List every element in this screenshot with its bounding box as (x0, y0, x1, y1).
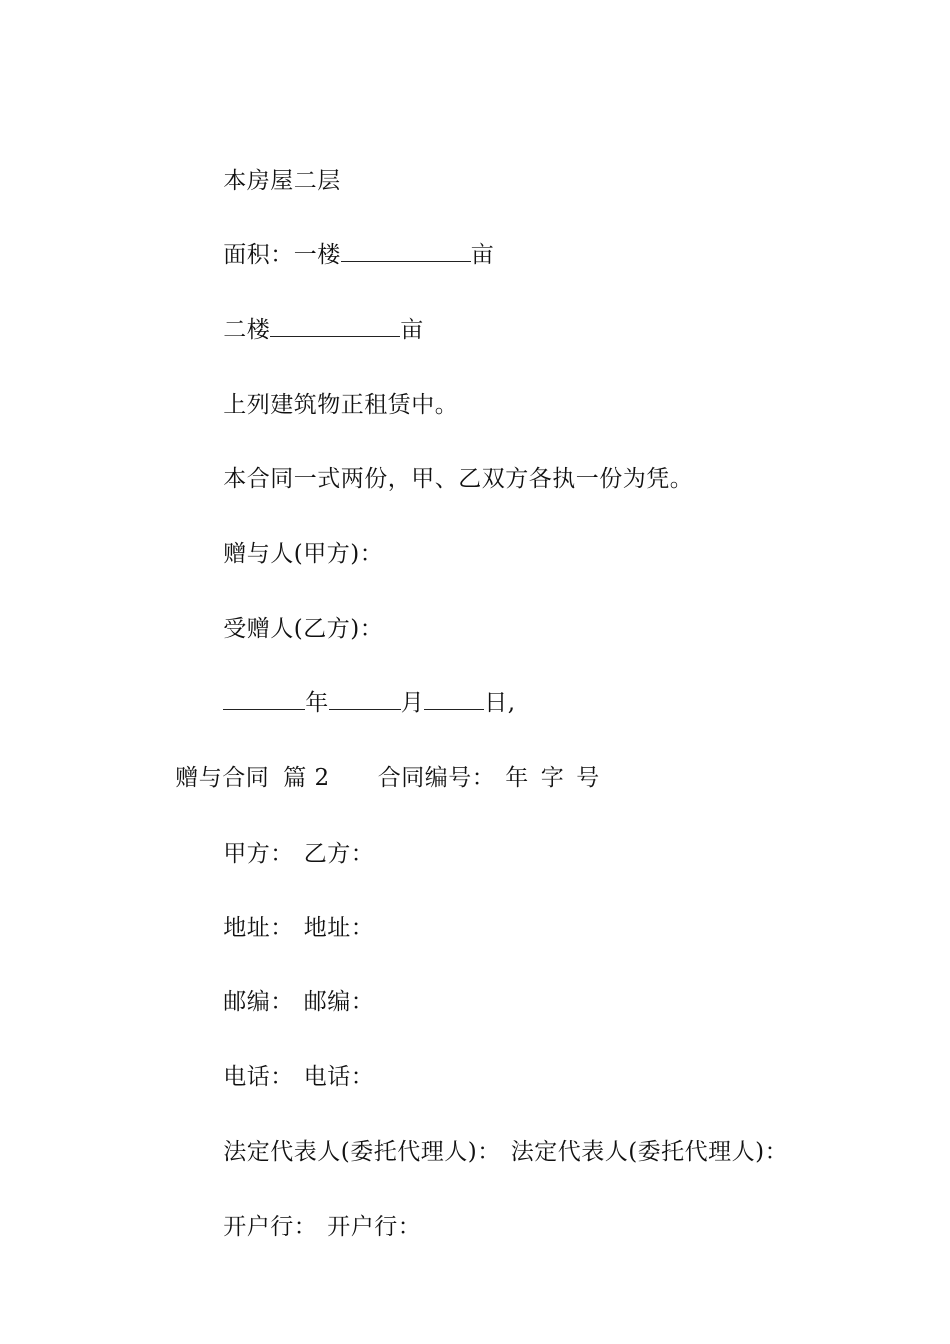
donee-label: 受赠人(乙方)： (223, 616, 384, 642)
date-year-blank (223, 689, 305, 710)
area-first-floor-unit: 亩 (470, 242, 495, 268)
house-second-floor-text: 本房屋二层 (223, 168, 341, 194)
party-a-phone-label: 电话： (223, 1064, 294, 1090)
party-a-label: 甲方： (223, 841, 294, 867)
date-day-label: 日, (484, 690, 516, 716)
party-b-phone-label: 电话： (303, 1064, 375, 1090)
party-b-address-label: 地址： (303, 915, 375, 941)
section-part: 篇 2 (283, 765, 330, 791)
party-a-bank-label: 开户行： (223, 1214, 318, 1240)
party-a-representative-label: 法定代表人(委托代理人)： (223, 1139, 501, 1165)
date-month-blank (329, 689, 401, 710)
party-a-postcode-label: 邮编： (223, 989, 294, 1015)
section-title: 赠与合同 (175, 765, 270, 791)
date-month-label: 月 (400, 690, 425, 716)
area-first-floor-blank (341, 241, 471, 262)
area-first-floor-label: 面积：一楼 (223, 242, 341, 268)
date-day-blank (424, 689, 484, 710)
contract-number-label: 合同编号： (377, 765, 496, 791)
party-b-bank-label: 开户行： (327, 1214, 422, 1240)
copies-text: 本合同一式两份，甲、乙双方各执一份为凭。 (223, 466, 694, 492)
party-b-representative-label: 法定代表人(委托代理人)： (510, 1139, 789, 1165)
bank-line (192, 1182, 421, 1272)
contract-number-zi: 字 (540, 765, 565, 791)
donor-label: 赠与人(甲方)： (223, 541, 384, 567)
party-a-address-label: 地址： (223, 915, 294, 941)
date-year-label: 年 (305, 690, 329, 716)
party-b-label: 乙方： (303, 841, 375, 867)
area-second-floor-blank (270, 316, 400, 337)
contract-number-hao: 号 (576, 765, 600, 791)
contract-number-year: 年 (505, 765, 529, 791)
leased-text: 上列建筑物正租赁中。 (223, 392, 459, 418)
area-second-floor-label: 二楼 (223, 317, 271, 343)
party-b-postcode-label: 邮编： (303, 989, 375, 1015)
area-second-floor-unit: 亩 (400, 317, 424, 343)
